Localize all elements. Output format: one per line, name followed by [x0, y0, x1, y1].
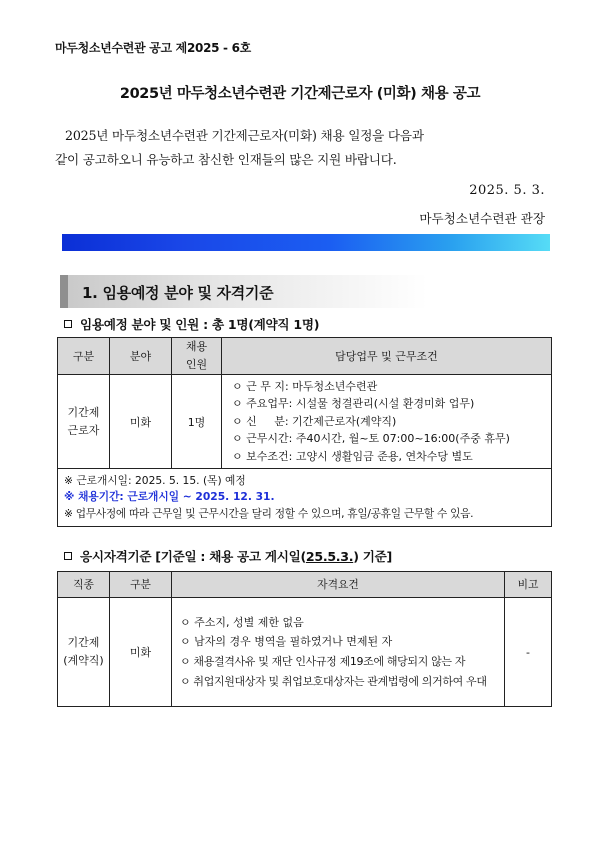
cell-type-line2: 근로자 — [67, 423, 100, 437]
section-header — [60, 275, 550, 308]
header-hire-count-line2: 인원 — [185, 358, 208, 371]
note-schedule: ※ 업무사정에 따라 근무일 및 근무시간을 달리 정할 수 있으며, 휴일/공휴일 근무할 수 있음. — [64, 506, 474, 520]
header-type: 구분 — [58, 338, 110, 375]
header-category: 구분 — [110, 572, 172, 598]
positions-table — [57, 337, 552, 527]
condition-item: ㅇ 근무시간: 주40시간, 월~토 07:00~16:00(주중 휴무) — [232, 432, 510, 446]
requirement-item: ㅇ 취업지원대상자 및 취업보호대상자는 관계법령에 의거하여 우대 — [180, 674, 487, 688]
notice-date: 2025. 5. 3. — [469, 183, 545, 198]
header-job-type: 직종 — [58, 572, 110, 598]
qualifications-table — [57, 571, 552, 707]
section-accent — [60, 275, 68, 308]
cell-job-type-line1: 기간제 — [67, 636, 100, 649]
notice-number: 마두청소년수련관 공고 제2025 - 6호 — [55, 41, 251, 55]
subheading-positions-text: 임용예정 분야 및 인원 : 총 1명(계약직 1명) — [80, 317, 320, 332]
header-hire-count-line1: 채용 — [185, 340, 208, 353]
square-bullet-icon — [64, 552, 72, 560]
table-header-row — [58, 572, 552, 598]
intro-line-2: 같이 공고하오니 유능하고 참신한 인재들의 많은 지원 바랍니다. — [55, 152, 397, 167]
subheading-qualifications-suffix: ) 기준] — [353, 549, 392, 564]
cell-count: 1명 — [172, 375, 222, 469]
cell-remarks: - — [505, 598, 552, 707]
header-duties: 담당업무 및 근무조건 — [222, 338, 552, 375]
subheading-qualifications-date: 25.5.3. — [305, 549, 354, 564]
header-hire-count — [172, 338, 222, 375]
note-employment-period: ※ 채용기간: 근로개시일 ~ 2025. 12. 31. — [64, 490, 275, 504]
header-field: 분야 — [110, 338, 172, 375]
cell-type-line1: 기간제 — [67, 405, 100, 419]
condition-item: ㅇ 근 무 지: 마두청소년수련관 — [232, 379, 378, 393]
page-title: 2025년 마두청소년수련관 기간제근로자 (미화) 채용 공고 — [119, 86, 481, 102]
notes-row — [58, 469, 552, 527]
table-row — [58, 375, 552, 469]
decorative-gradient-bar — [62, 234, 550, 251]
cell-field: 미화 — [110, 375, 172, 469]
square-bullet-icon — [64, 320, 72, 328]
table-header-row — [58, 338, 552, 375]
requirement-item: ㅇ 주소지, 성별 제한 없음 — [180, 615, 304, 629]
cell-job-type-line2: (계약직) — [63, 654, 104, 667]
subheading-qualifications-prefix: 응시자격기준 [기준일 : 채용 공고 게시일( — [80, 549, 306, 564]
cell-job-type — [58, 598, 110, 707]
requirement-item: ㅇ 채용결격사유 및 재단 인사규정 제19조에 해당되지 않는 자 — [180, 655, 466, 668]
condition-item: ㅇ 신 분: 기간제근로자(계약직) — [232, 414, 397, 428]
cell-type — [58, 375, 110, 469]
table-row — [58, 598, 552, 707]
cell-conditions — [222, 375, 552, 469]
condition-item: ㅇ 주요업무: 시설물 청결관리(시설 환경미화 업무) — [232, 397, 475, 411]
note-start-date: ※ 근로개시일: 2025. 5. 15. (목) 예정 — [64, 474, 246, 487]
header-requirements: 자격요건 — [172, 572, 505, 598]
section-title: 1. 임용예정 분야 및 자격기준 — [82, 284, 274, 302]
subheading-positions — [64, 314, 319, 333]
intro-line-1: 2025년 마두청소년수련관 기간제근로자(미화) 채용 일정을 다음과 — [65, 128, 424, 143]
requirement-item: ㅇ 남자의 경우 병역을 필하였거나 면제된 자 — [180, 635, 393, 649]
issuer-name: 마두청소년수련관 관장 — [419, 211, 545, 226]
header-remarks: 비고 — [505, 572, 552, 598]
subheading-qualifications — [64, 546, 392, 565]
cell-requirements — [172, 598, 505, 707]
intro-paragraph — [55, 124, 550, 172]
condition-item: ㅇ 보수조건: 고양시 생활임금 준용, 연차수당 별도 — [232, 449, 473, 463]
cell-category: 미화 — [110, 598, 172, 707]
notes-cell — [58, 469, 552, 527]
